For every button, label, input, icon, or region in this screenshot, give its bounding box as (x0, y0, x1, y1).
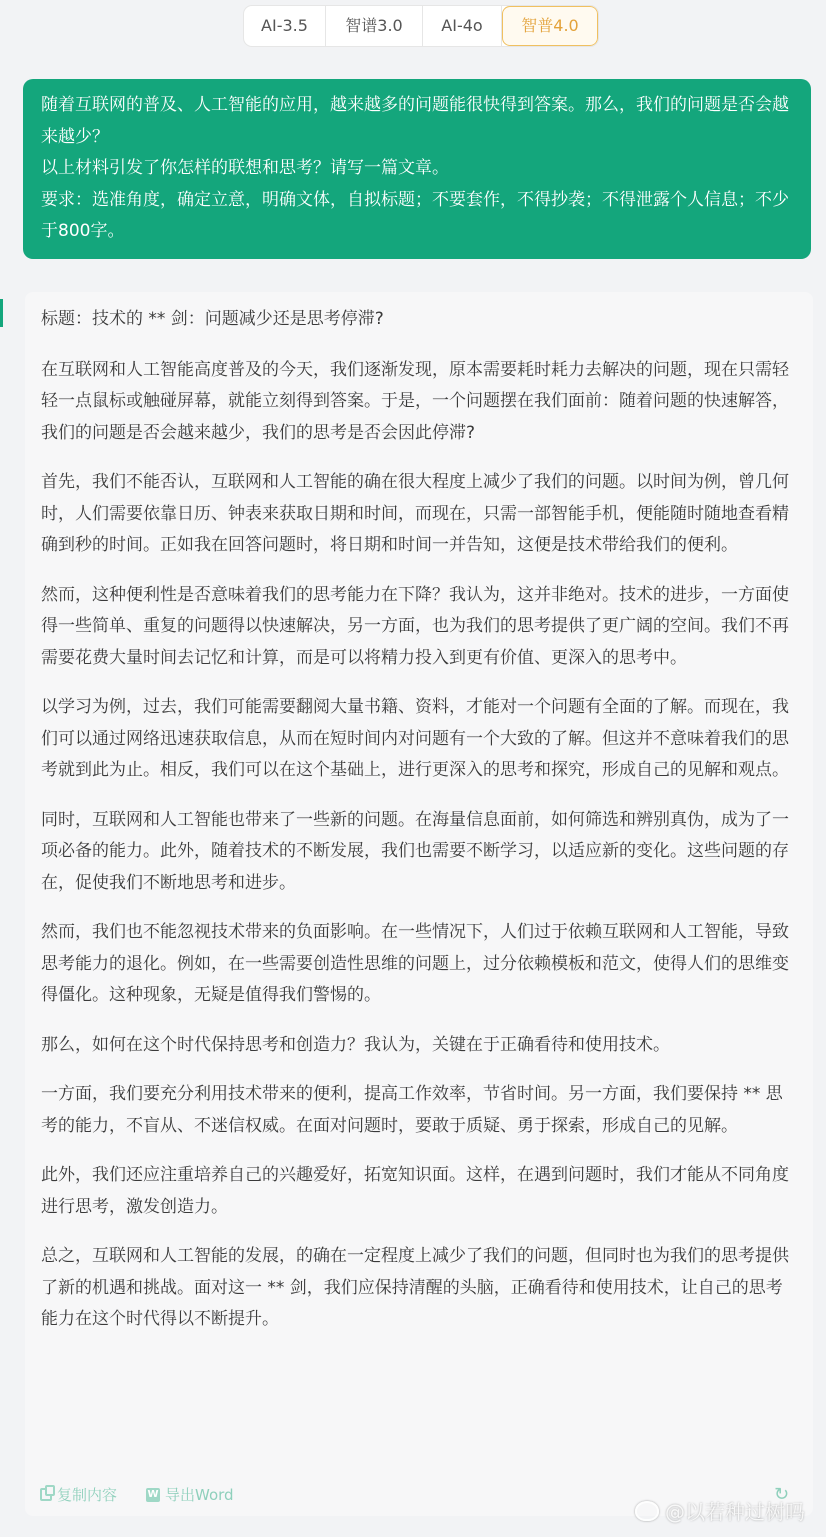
tab-ai-3-5[interactable]: AI-3.5 (244, 6, 326, 46)
essay-paragraph: 然而，我们也不能忽视技术带来的负面影响。在一些情况下，人们过于依赖互联网和人工智能，导致思考能力的退化。例如，在一些需要创造性思维的问题上，过分依赖模板和范文，使得人们的思维变得僵化。这种现象，无疑是值得我们警惕的。 (41, 922, 789, 1005)
weibo-watermark (635, 1496, 805, 1525)
essay-paragraph: 总之，互联网和人工智能的发展，的确在一定程度上减少了我们的问题，但同时也为我们的思考提供了新的机遇和挑战。面对这一 ** 剑，我们应保持清醒的头脑，正确看待和使用技术，让自己的思考能力在这个时代得以不断提升。 (41, 1246, 789, 1329)
tab-zhipu-3-0[interactable]: 智谱3.0 (326, 6, 423, 46)
ai-answer-panel (25, 292, 813, 1516)
essay-paragraph: 首先，我们不能否认，互联网和人工智能的确在很大程度上减少了我们的问题。以时间为例，曾几何时，人们需要依靠日历、钟表来获取日期和时间，而现在，只需一部智能手机，便能随时随地查看精确到秒的时间。正如我在回答问题时，将日期和时间一并告知，这便是技术带给我们的便利。 (41, 472, 789, 555)
essay-paragraph: 然而，这种便利性是否意味着我们的思考能力在下降？我认为，这并非绝对。技术的进步，一方面使得一些简单、重复的问题得以快速解决，另一方面，也为我们的思考提供了更广阔的空间。我们不再需要花费大量时间去记忆和计算，而是可以将精力投入到更有价值、更深入的思考中。 (41, 584, 789, 668)
essay-paragraph: 在互联网和人工智能高度普及的今天，我们逐渐发现，原本需要耗时耗力去解决的问题，现在只需轻轻一点鼠标或触碰屏幕，就能立刻得到答案。于是，一个问题摆在我们面前：随着问题的快速解答，我们的问题是否会越来越少，我们的思考是否会因此停滞? (41, 359, 789, 443)
export-word-button[interactable] (146, 1484, 234, 1505)
copy-content-button[interactable] (40, 1484, 117, 1505)
user-question-bubble (23, 79, 811, 259)
essay-paragraph: 一方面，我们要充分利用技术带来的便利，提高工作效率，节省时间。另一方面，我们要保持 ** 思考的能力，不盲从、不迷信权威。在面对问题时，要敢于质疑、勇于探索，形成自己的见解。 (41, 1084, 783, 1136)
model-tabs (244, 6, 598, 46)
answer-indicator (0, 299, 3, 327)
copy-icon (40, 1488, 52, 1501)
essay-paragraph: 以学习为例，过去，我们可能需要翻阅大量书籍、资料，才能对一个问题有全面的了解。而现在，我们可以通过网络迅速获取信息，从而在短时间内对问题有一个大致的了解。但这并不意味着我们的思考就到此为止。相反，我们可以在这个基础上，进行更深入的思考和探究，形成自己的见解和观点。 (41, 697, 789, 780)
question-line: 以上材料引发了你怎样的联想和思考？请写一篇文章。 (41, 158, 449, 178)
export-label: 导出Word (165, 1486, 234, 1504)
tab-ai-4o[interactable]: AI-4o (423, 6, 502, 46)
essay-paragraph: 此外，我们还应注重培养自己的兴趣爱好，拓宽知识面。这样，在遇到问题时，我们才能从不同角度进行思考，激发创造力。 (41, 1165, 789, 1217)
weibo-icon (635, 1501, 659, 1521)
essay-paragraph: 同时，互联网和人工智能也带来了一些新的问题。在海量信息面前，如何筛选和辨别真伪，成为了一项必备的能力。此外，随着技术的不断发展，我们也需要不断学习，以适应新的变化。这些问题的存在，促使我们不断地思考和进步。 (41, 809, 789, 893)
watermark-text: @以若种过树吗 (665, 1500, 805, 1524)
word-icon: W (147, 1488, 159, 1500)
copy-label: 复制内容 (57, 1486, 118, 1504)
essay-title: 标题：技术的 ** 剑：问题减少还是思考停滞? (41, 309, 384, 329)
tab-zhipu-4-0[interactable]: 智普4.0 (502, 6, 598, 46)
refresh-icon: ↻ (774, 1484, 790, 1505)
question-line: 随着互联网的普及、人工智能的应用，越来越多的问题能很快得到答案。那么，我们的问题是否会越来越少？ (41, 95, 789, 147)
essay-paragraph: 那么，如何在这个时代保持思考和创造力？我认为，关键在于正确看待和使用技术。 (41, 1034, 670, 1055)
question-line: 要求：选准角度，确定立意，明确文体，自拟标题；不要套作，不得抄袭；不得泄露个人信息；不少于800字。 (41, 189, 789, 241)
